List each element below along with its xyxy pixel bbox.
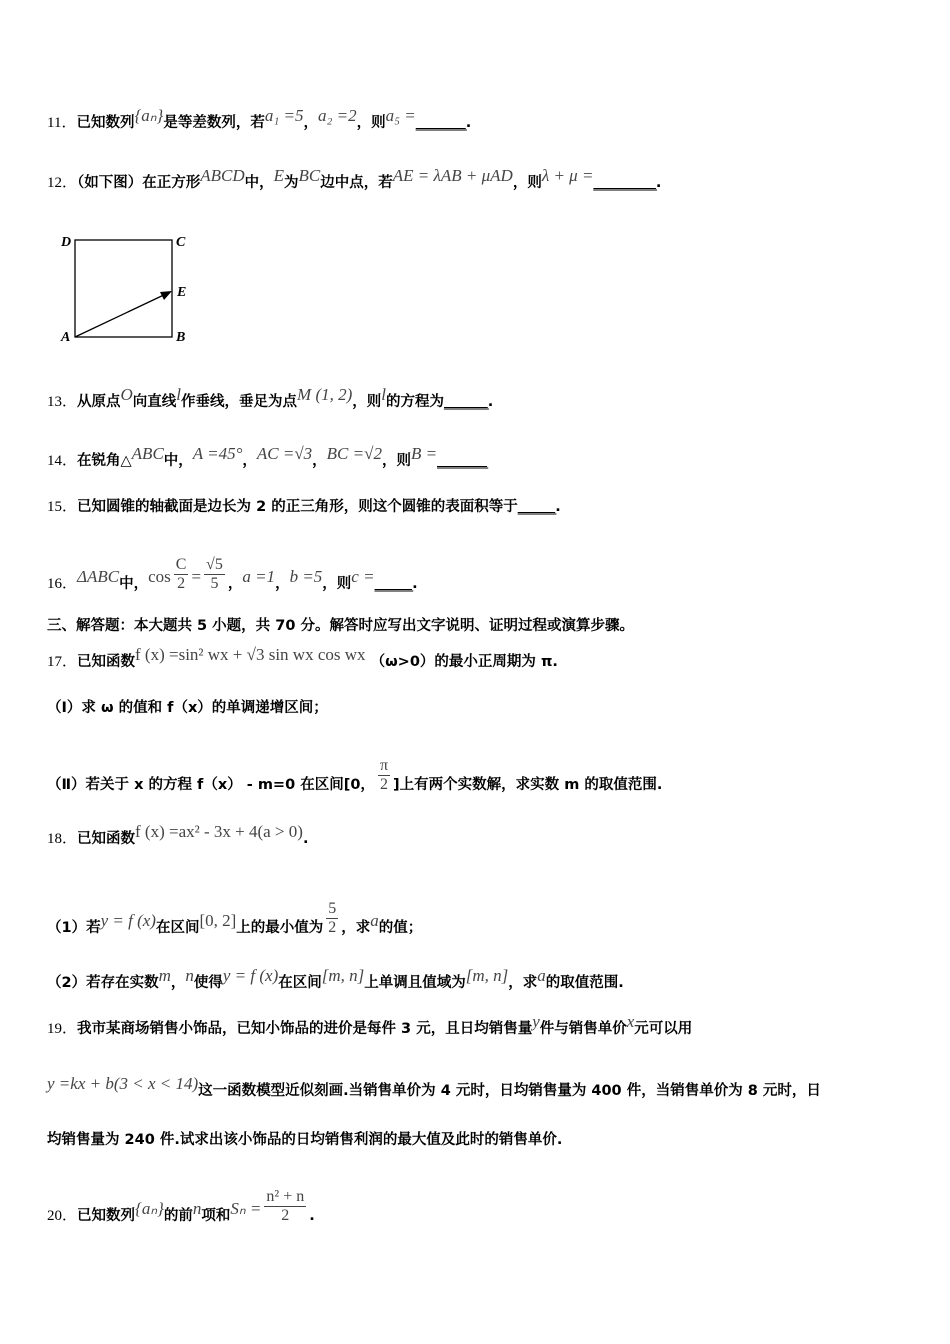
answer-blank: ________ [415, 115, 466, 131]
question-15 [47, 497, 561, 517]
question-text: 已知数列 [76, 115, 135, 131]
math-expression: n [192, 1199, 202, 1218]
question-text: 的前 [163, 1208, 193, 1224]
math-expression: b =5 [289, 567, 323, 586]
question-text: 是等差数列，若 [163, 115, 265, 131]
question-17-part-2 [47, 757, 662, 795]
question-number: 11． [47, 115, 77, 131]
math-expression: f (x) =sin² wx + √3 sin wx cos wx [135, 645, 366, 664]
math-expression: AC =√3 [256, 444, 313, 463]
question-number: 20． [47, 1208, 78, 1224]
math-expression: a₅ = [385, 106, 416, 125]
question-text: . [412, 576, 418, 592]
math-expression: A =45° [192, 444, 243, 463]
question-20 [47, 1188, 315, 1226]
label-d: D [61, 235, 72, 250]
math-expression: Sₙ = [230, 1199, 262, 1218]
question-text: 项和 [201, 1208, 231, 1224]
fraction-numerator: √5 [206, 556, 223, 573]
math-expression: [m, n] [321, 966, 365, 985]
question-text: ，则 [356, 115, 386, 131]
question-text: 我市某商场销售小饰品，已知小饰品的进价是每件 3 元，且日均销售量 [77, 1021, 533, 1037]
question-text: （Ⅰ）求 ω 的值和 f（x）的单调递增区间； [47, 700, 328, 716]
label-e: E [177, 285, 187, 300]
question-text: ， [312, 453, 327, 469]
question-text: . [655, 175, 662, 191]
question-text: 在区间 [278, 975, 322, 991]
question-19 [47, 1012, 693, 1039]
question-19-line-2 [47, 1074, 821, 1101]
question-text: ， [275, 576, 290, 592]
fraction-denominator: 2 [281, 1207, 290, 1224]
answer-blank: ______ [374, 576, 413, 592]
math-expression: AE = λAB + μAD [392, 166, 513, 185]
question-text: 的值； [378, 920, 423, 936]
math-expression: BC [298, 166, 321, 185]
answer-blank: ______ [517, 499, 556, 515]
question-text: . [465, 115, 472, 131]
question-text: 这一函数模型近似刻画.当销售单价为 4 元时，日均销售量为 400 件，当销售单价为 8 元时，日 [198, 1083, 821, 1099]
question-18 [47, 822, 309, 849]
question-text: 三、解答题：本大题共 5 小题，共 70 分。解答时应写出文字说明、证明过程或演算步骤。 [47, 618, 634, 634]
question-text: . [555, 499, 561, 515]
fraction-numerator: 5 [328, 900, 337, 917]
question-11 [47, 106, 472, 133]
question-number: 15． [47, 499, 78, 515]
fraction-denominator: 2 [177, 575, 186, 592]
question-text: 已知圆锥的轴截面是边长为 2 的正三角形，则这个圆锥的表面积等于 [77, 499, 518, 515]
question-text: 已知数列 [77, 1208, 136, 1224]
question-text: 上的最小值为 [236, 920, 324, 936]
fraction [264, 1188, 306, 1225]
question-text: 中， [244, 175, 274, 191]
question-text: 已知函数 [77, 831, 136, 847]
question-17-part-1 [47, 698, 328, 718]
question-number: 12． [47, 175, 78, 191]
question-text: ， [170, 975, 186, 991]
arrow-head-icon [160, 291, 172, 300]
math-expression: cos [148, 567, 171, 586]
math-expression: n [185, 966, 194, 985]
question-text: ， [242, 453, 257, 469]
section-3-heading [47, 616, 634, 636]
question-text: 使得 [193, 975, 223, 991]
square-abcd [75, 240, 172, 337]
vector-ae [75, 293, 168, 337]
math-expression: BC =√2 [326, 444, 382, 463]
question-text: . [309, 1208, 315, 1224]
question-text: ，则 [322, 576, 352, 592]
math-expression: m [158, 966, 171, 985]
question-16 [47, 556, 418, 594]
fraction-denominator: 5 [210, 575, 219, 592]
answer-blank: _______ [444, 394, 488, 410]
question-text: 的取值范围. [545, 975, 624, 991]
question-number: 14． [47, 453, 78, 469]
question-12 [47, 166, 662, 193]
question-text: 为 [284, 175, 299, 191]
fraction-numerator: n² + n [266, 1188, 305, 1205]
math-expression: B = [410, 444, 438, 463]
fraction [326, 900, 338, 937]
math-expression: λ + μ = [541, 166, 594, 185]
fraction-denominator: 2 [328, 919, 337, 936]
question-text: （1）若 [47, 920, 101, 936]
math-expression: y [532, 1012, 540, 1031]
math-expression: ΔABC [77, 567, 120, 586]
question-text: 中， [119, 576, 149, 592]
math-expression: y = f (x) [100, 911, 156, 930]
question-number: 17． [47, 654, 78, 670]
math-expression: E [273, 166, 285, 185]
question-text: 已知函数 [77, 654, 136, 670]
question-text: ，则 [512, 175, 542, 191]
question-number: 19． [47, 1021, 78, 1037]
question-text: ，则 [381, 453, 411, 469]
answer-blank: __________ [593, 175, 656, 191]
math-expression: a =1 [242, 567, 276, 586]
question-text: 从原点 [77, 394, 121, 410]
question-text: 在区间 [155, 920, 200, 936]
math-expression: O [120, 385, 133, 404]
fraction-numerator: C [175, 556, 187, 573]
question-text: 中， [163, 453, 193, 469]
fraction [174, 556, 189, 593]
question-number: 13． [47, 394, 78, 410]
answer-blank: ________ [437, 453, 488, 469]
question-text: （2）若存在实数 [47, 975, 159, 991]
question-text: ]上有两个实数解，求实数 m 的取值范围. [393, 777, 663, 793]
math-expression: [m, n] [465, 966, 509, 985]
question-text: . [487, 394, 494, 410]
question-text: （Ⅱ）若关于 x 的方程 f（x） - m=0 在区间[0， [47, 777, 375, 793]
question-17 [47, 645, 558, 672]
question-text: 作垂线，垂足为点 [181, 394, 298, 410]
question-18-part-1 [47, 900, 422, 938]
label-b: B [176, 330, 186, 345]
question-text: 元可以用 [634, 1021, 693, 1037]
math-expression: {aₙ} [135, 1199, 164, 1218]
question-18-part-2 [47, 966, 624, 993]
math-expression: ABC [131, 444, 164, 463]
question-text: 向直线 [132, 394, 177, 410]
math-expression: M (1, 2) [297, 385, 353, 404]
fraction [204, 556, 225, 593]
square-figure [58, 228, 198, 348]
math-expression: a₂ =2 [317, 106, 357, 125]
question-14 [47, 444, 488, 471]
math-expression: x [626, 1012, 635, 1031]
math-expression: a [537, 966, 546, 985]
question-text: 均销售量为 240 件.试求出该小饰品的日均销售利润的最大值及此时的销售单价. [47, 1132, 563, 1148]
question-text: ， [303, 115, 318, 131]
math-expression: {aₙ} [134, 106, 164, 125]
question-13 [47, 385, 494, 412]
question-text: ，则 [352, 394, 382, 410]
math-expression: y =kx + b(3 < x < 14) [47, 1074, 199, 1093]
math-expression: ABCD [200, 166, 245, 185]
question-text: ， [227, 576, 243, 592]
question-text: ，求 [508, 975, 538, 991]
question-text: 件与销售单价 [539, 1021, 627, 1037]
math-expression: l [381, 385, 386, 404]
math-expression: = [191, 567, 202, 586]
question-text: . [302, 831, 309, 847]
question-text: 在锐角△ [77, 453, 132, 469]
math-expression: y = f (x) [222, 966, 279, 985]
question-text: （ω>0）的最小正周期为 π. [365, 654, 558, 670]
math-expression: [0, 2] [199, 911, 237, 930]
question-text: 上单调且值域为 [364, 975, 466, 991]
label-c: C [176, 235, 186, 250]
math-expression: c = [351, 567, 375, 586]
question-text: 边中点，若 [320, 175, 393, 191]
question-number: 16． [47, 576, 78, 592]
question-text: 的方程为 [386, 394, 444, 410]
math-expression: f (x) =ax² - 3x + 4(a > 0) [135, 822, 303, 841]
question-text: ，求 [341, 920, 371, 936]
fraction-numerator: π [379, 757, 389, 774]
math-expression: a [370, 911, 379, 930]
question-number: 18． [47, 831, 78, 847]
label-a: A [61, 330, 71, 345]
fraction [378, 757, 390, 794]
fraction-denominator: 2 [379, 776, 388, 793]
math-expression: l [176, 385, 182, 404]
question-text: （如下图）在正方形 [77, 175, 201, 191]
question-19-line-3 [47, 1130, 562, 1150]
math-expression: a₁ =5 [264, 106, 304, 125]
